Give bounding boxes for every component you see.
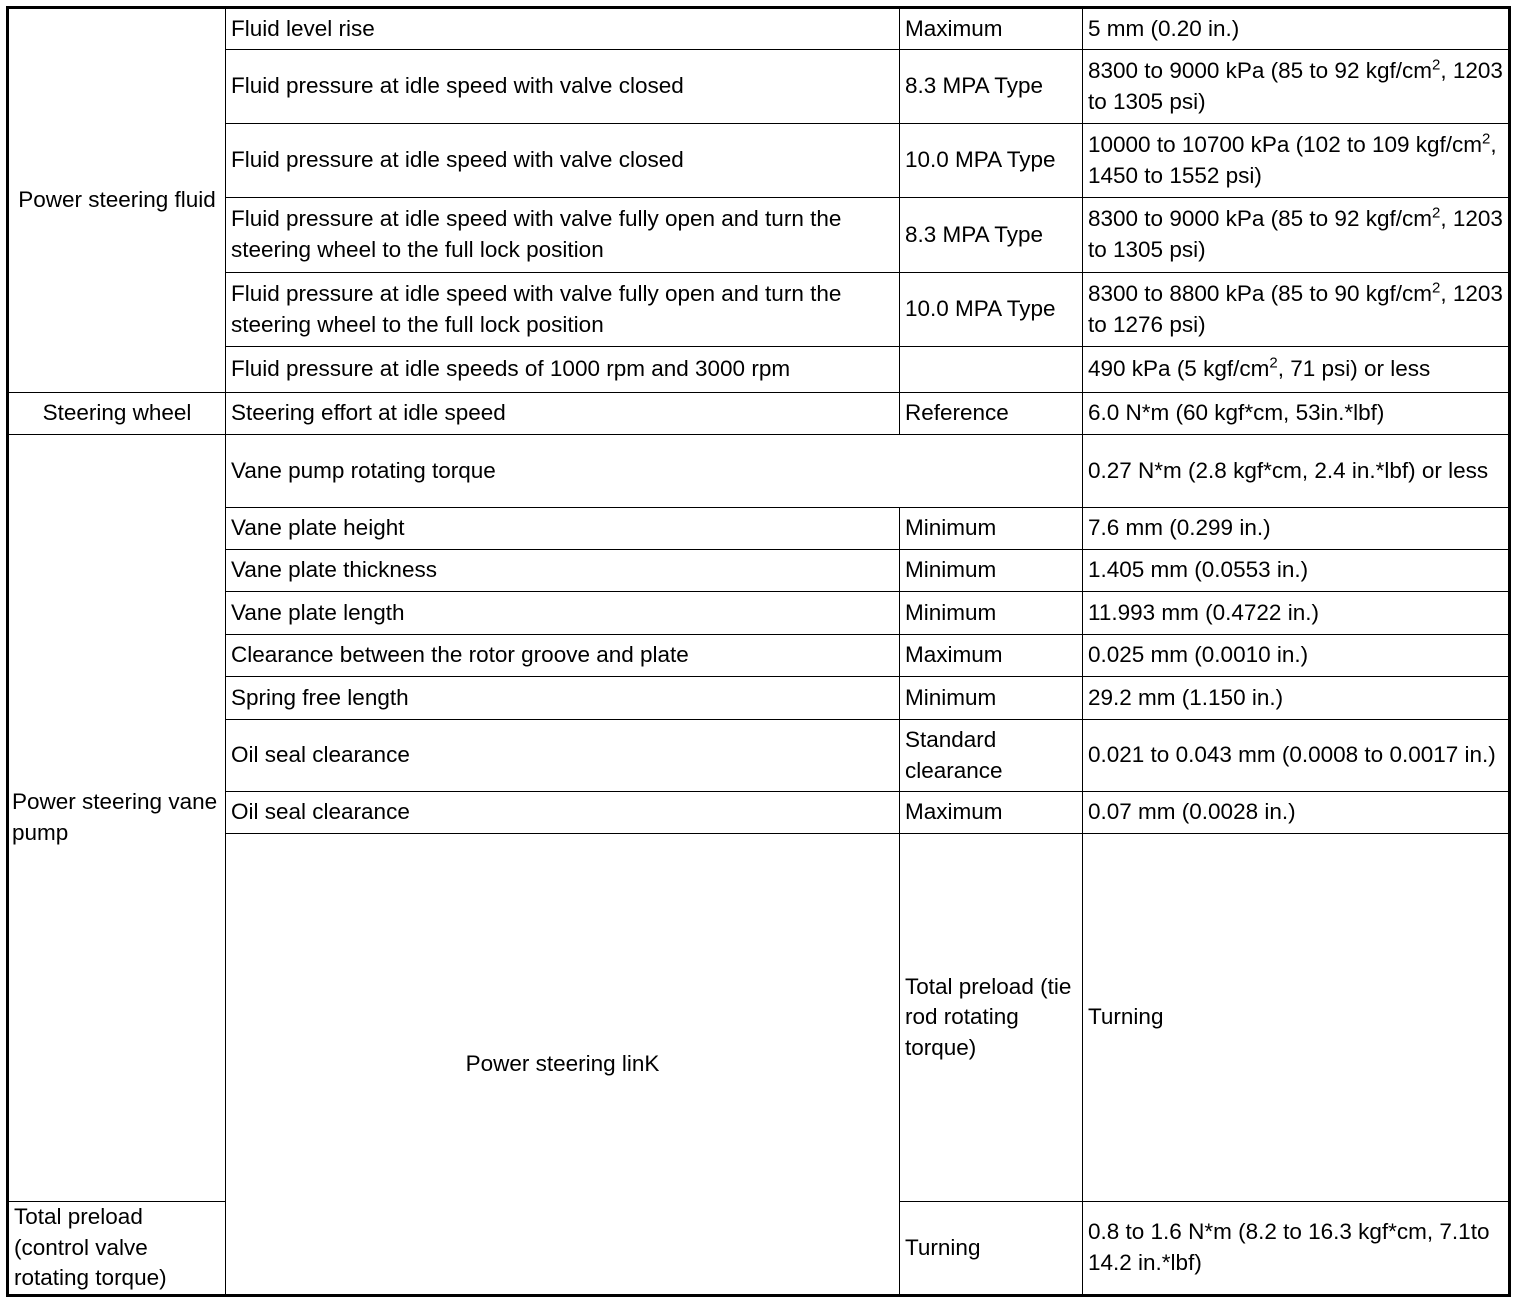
specifications-table xyxy=(6,6,1511,1297)
type-cell: 8.3 MPA Type xyxy=(900,198,1083,273)
superscript: 2 xyxy=(1269,354,1278,372)
item-cell: Vane pump rotating torque xyxy=(226,435,1083,508)
value-cell: 0.07 mm (0.0028 in.) xyxy=(1083,792,1510,834)
value-text: 8300 to 9000 kPa (85 to 92 kgf/cm xyxy=(1088,206,1432,232)
value-cell: 0.021 to 0.043 mm (0.0008 to 0.0017 in.) xyxy=(1083,720,1510,792)
item-cell: Fluid level rise xyxy=(226,8,900,50)
superscript: 2 xyxy=(1431,279,1441,297)
superscript: 2 xyxy=(1431,56,1441,74)
item-cell: Fluid pressure at idle speed with valve fully open and turn the steering wheel to the full lock position xyxy=(226,198,900,273)
type-cell: 10.0 MPA Type xyxy=(900,124,1083,198)
value-cell: 0.27 N*m (2.8 kgf*cm, 2.4 in.*lbf) or less xyxy=(1083,435,1510,508)
value-cell: 7.6 mm (0.299 in.) xyxy=(1083,508,1510,550)
table-row xyxy=(8,677,1510,720)
item-cell: Clearance between the rotor groove and plate xyxy=(226,635,900,677)
table-row xyxy=(8,550,1510,592)
item-cell: Fluid pressure at idle speeds of 1000 rpm and 3000 rpm xyxy=(226,347,900,393)
item-cell: Oil seal clearance xyxy=(226,720,900,792)
table-row xyxy=(8,393,1510,435)
type-cell: Minimum xyxy=(900,550,1083,592)
type-cell: Maximum xyxy=(900,792,1083,834)
value-cell: 29.2 mm (1.150 in.) xyxy=(1083,677,1510,720)
value-cell: 0.025 mm (0.0010 in.) xyxy=(1083,635,1510,677)
table-row xyxy=(8,198,1510,273)
table-row xyxy=(8,720,1510,792)
type-cell: Turning xyxy=(1083,834,1510,1202)
superscript: 2 xyxy=(1431,204,1441,222)
table-row xyxy=(8,508,1510,550)
value-text: , 1203 to 1305 psi) xyxy=(1088,57,1503,114)
table-row xyxy=(8,592,1510,635)
table-row xyxy=(8,435,1510,508)
item-cell: Vane plate thickness xyxy=(226,550,900,592)
value-text: , 1203 to 1305 psi) xyxy=(1088,206,1503,262)
value-cell: 6.0 N*m (60 kgf*cm, 53in.*lbf) xyxy=(1083,393,1510,435)
value-text: 8300 to 8800 kPa (85 to 90 kgf/cm xyxy=(1088,280,1432,306)
value-text: 490 kPa (5 kgf/cm xyxy=(1088,356,1270,382)
item-cell: Vane plate height xyxy=(226,508,900,550)
value-cell xyxy=(1083,273,1510,347)
item-cell: Fluid pressure at idle speed with valve fully open and turn the steering wheel to the full lock position xyxy=(226,273,900,347)
type-cell: Minimum xyxy=(900,677,1083,720)
value-cell: 11.993 mm (0.4722 in.) xyxy=(1083,592,1510,635)
type-cell: Minimum xyxy=(900,508,1083,550)
item-cell: Fluid pressure at idle speed with valve closed xyxy=(226,50,900,124)
value-cell xyxy=(1083,124,1510,198)
type-cell: 8.3 MPA Type xyxy=(900,50,1083,124)
type-cell: Maximum xyxy=(900,8,1083,50)
table-row xyxy=(8,834,1510,1202)
value-cell xyxy=(1083,347,1510,393)
type-cell: Turning xyxy=(900,1202,1083,1296)
group-label-pump: Power steering vane pump xyxy=(8,435,226,1202)
value-cell: 5 mm (0.20 in.) xyxy=(1083,8,1510,50)
type-cell: Standard clearance xyxy=(900,720,1083,792)
item-cell: Oil seal clearance xyxy=(226,792,900,834)
table-row xyxy=(8,273,1510,347)
item-cell: Steering effort at idle speed xyxy=(226,393,900,435)
value-text: 8300 to 9000 kPa (85 to 92 kgf/cm xyxy=(1088,57,1432,83)
table-row xyxy=(8,792,1510,834)
type-cell: Minimum xyxy=(900,592,1083,635)
value-cell xyxy=(1083,198,1510,273)
table-row xyxy=(8,50,1510,124)
item-cell: Total preload (control valve rotating torque) xyxy=(8,1202,226,1296)
group-label-fluid: Power steering fluid xyxy=(8,8,226,393)
type-cell: Maximum xyxy=(900,635,1083,677)
group-label-wheel: Steering wheel xyxy=(8,393,226,435)
item-cell: Total preload (tie rod rotating torque) xyxy=(900,834,1083,1202)
table-row xyxy=(8,635,1510,677)
value-text: , 71 psi) or less xyxy=(1277,356,1431,382)
item-cell: Spring free length xyxy=(226,677,900,720)
value-cell: 0.8 to 1.6 N*m (8.2 to 16.3 kgf*cm, 7.1to 14.2 in.*lbf) xyxy=(1083,1202,1510,1296)
value-cell xyxy=(1083,50,1510,124)
value-text: 10000 to 10700 kPa (102 to 109 kgf/cm xyxy=(1088,131,1483,157)
value-cell: 1.405 mm (0.0553 in.) xyxy=(1083,550,1510,592)
value-text: , 1203 to 1276 psi) xyxy=(1088,280,1503,337)
group-label-link: Power steering linK xyxy=(226,834,900,1296)
value-text: , 1450 to 1552 psi) xyxy=(1088,131,1497,188)
item-cell: Fluid pressure at idle speed with valve closed xyxy=(226,124,900,198)
table-row xyxy=(8,124,1510,198)
table-row xyxy=(8,8,1510,50)
type-cell xyxy=(900,347,1083,393)
item-cell: Vane plate length xyxy=(226,592,900,635)
type-cell: 10.0 MPA Type xyxy=(900,273,1083,347)
superscript: 2 xyxy=(1482,130,1491,148)
table-row xyxy=(8,347,1510,393)
type-cell: Reference xyxy=(900,393,1083,435)
